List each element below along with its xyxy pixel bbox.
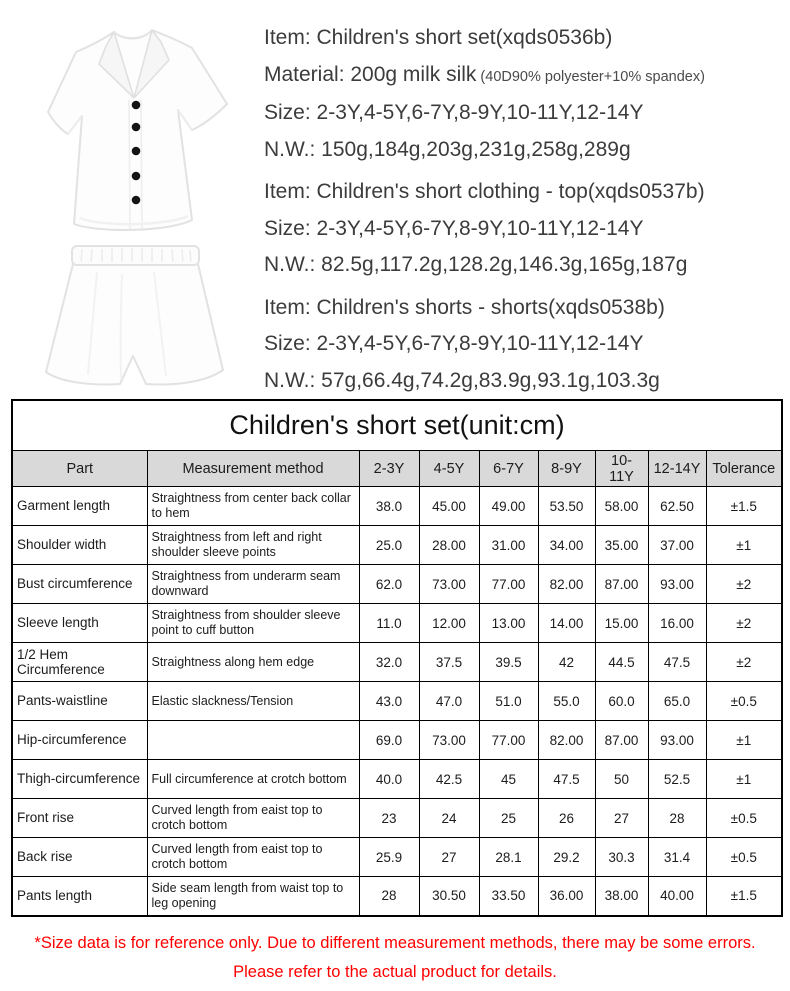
- value-cell: 24: [419, 799, 479, 838]
- size-table-title-row: [12, 400, 782, 451]
- column-header: 6-7Y: [479, 451, 538, 487]
- tolerance-cell: ±1.5: [706, 487, 782, 526]
- value-cell: 77.00: [479, 565, 538, 604]
- pajama-shorts-graphic: [46, 246, 223, 385]
- info-line: N.W.: 150g,184g,203g,231g,258g,289g: [264, 137, 631, 161]
- part-cell: Back rise: [12, 838, 147, 877]
- table-row: [12, 604, 782, 643]
- value-cell: 30.3: [595, 838, 648, 877]
- product-photo: [2, 12, 247, 397]
- product-info: [264, 20, 788, 405]
- value-cell: 37.5: [419, 643, 479, 682]
- part-cell: Thigh-circumference: [12, 760, 147, 799]
- value-cell: 40.00: [648, 877, 706, 916]
- value-cell: 60.0: [595, 682, 648, 721]
- part-cell: Front rise: [12, 799, 147, 838]
- value-cell: 25.9: [359, 838, 419, 877]
- method-cell: Straightness along hem edge: [147, 643, 359, 682]
- table-row: [12, 526, 782, 565]
- value-cell: 34.00: [538, 526, 595, 565]
- value-cell: 53.50: [538, 487, 595, 526]
- value-cell: 23: [359, 799, 419, 838]
- value-cell: 32.0: [359, 643, 419, 682]
- pajama-shirt-graphic: [48, 30, 227, 230]
- disclaimer-line-1: *Size data is for reference only. Due to different measurement methods, there may be some errors.: [34, 934, 756, 952]
- value-cell: 62.50: [648, 487, 706, 526]
- value-cell: 47.5: [538, 760, 595, 799]
- value-cell: 73.00: [419, 721, 479, 760]
- material-note: (40D90% polyester+10% spandex): [476, 68, 705, 85]
- info-block: [264, 20, 788, 168]
- table-row: [12, 721, 782, 760]
- table-row: [12, 487, 782, 526]
- value-cell: 33.50: [479, 877, 538, 916]
- value-cell: 49.00: [479, 487, 538, 526]
- method-cell: Straightness from center back collar to hem: [147, 487, 359, 526]
- column-header: 2-3Y: [359, 451, 419, 487]
- value-cell: 40.0: [359, 760, 419, 799]
- value-cell: 82.00: [538, 565, 595, 604]
- value-cell: 28: [359, 877, 419, 916]
- size-table-title: Children's short set(unit:cm): [12, 400, 782, 451]
- value-cell: 39.5: [479, 643, 538, 682]
- value-cell: 52.5: [648, 760, 706, 799]
- method-cell: Straightness from underarm seam downward: [147, 565, 359, 604]
- value-cell: 28.1: [479, 838, 538, 877]
- value-cell: 51.0: [479, 682, 538, 721]
- part-cell: Sleeve length: [12, 604, 147, 643]
- value-cell: 87.00: [595, 565, 648, 604]
- method-cell: Full circumference at crotch bottom: [147, 760, 359, 799]
- info-line: Size: 2-3Y,4-5Y,6-7Y,8-9Y,10-11Y,12-14Y: [264, 332, 644, 355]
- disclaimer-line-2: Please refer to the actual product for details.: [233, 963, 557, 981]
- value-cell: 37.00: [648, 526, 706, 565]
- tolerance-cell: ±1: [706, 526, 782, 565]
- value-cell: 82.00: [538, 721, 595, 760]
- method-cell: Side seam length from waist top to leg opening: [147, 877, 359, 916]
- value-cell: 15.00: [595, 604, 648, 643]
- tolerance-cell: ±2: [706, 604, 782, 643]
- tolerance-cell: ±1: [706, 760, 782, 799]
- value-cell: 28: [648, 799, 706, 838]
- method-cell: [147, 721, 359, 760]
- method-cell: Straightness from left and right shoulder sleeve points: [147, 526, 359, 565]
- value-cell: 65.0: [648, 682, 706, 721]
- value-cell: 31.00: [479, 526, 538, 565]
- column-header: Measurement method: [147, 451, 359, 487]
- value-cell: 38.00: [595, 877, 648, 916]
- part-cell: Shoulder width: [12, 526, 147, 565]
- value-cell: 93.00: [648, 721, 706, 760]
- value-cell: 55.0: [538, 682, 595, 721]
- info-block: [264, 174, 788, 284]
- table-row: [12, 565, 782, 604]
- column-header: 12-14Y: [648, 451, 706, 487]
- part-cell: Pants length: [12, 877, 147, 916]
- table-row: [12, 877, 782, 916]
- info-line: Item: Children's shorts - shorts(xqds0538b): [264, 295, 665, 319]
- value-cell: 28.00: [419, 526, 479, 565]
- info-line: Material: 200g milk silk (40D90% polyester+10% spandex): [264, 62, 705, 86]
- value-cell: 45: [479, 760, 538, 799]
- value-cell: 16.00: [648, 604, 706, 643]
- size-table-header-row: [12, 451, 782, 487]
- value-cell: 26: [538, 799, 595, 838]
- table-row: [12, 643, 782, 682]
- value-cell: 50: [595, 760, 648, 799]
- part-cell: Garment length: [12, 487, 147, 526]
- value-cell: 69.0: [359, 721, 419, 760]
- column-header: 4-5Y: [419, 451, 479, 487]
- value-cell: 77.00: [479, 721, 538, 760]
- column-header: Tolerance: [706, 451, 782, 487]
- value-cell: 30.50: [419, 877, 479, 916]
- column-header: 10-11Y: [595, 451, 648, 487]
- value-cell: 93.00: [648, 565, 706, 604]
- value-cell: 12.00: [419, 604, 479, 643]
- value-cell: 58.00: [595, 487, 648, 526]
- value-cell: 14.00: [538, 604, 595, 643]
- value-cell: 31.4: [648, 838, 706, 877]
- value-cell: 73.00: [419, 565, 479, 604]
- info-line: N.W.: 57g,66.4g,74.2g,83.9g,93.1g,103.3g: [264, 368, 660, 392]
- part-cell: 1/2 Hem Circumference: [12, 643, 147, 682]
- table-row: [12, 760, 782, 799]
- info-line: Size: 2-3Y,4-5Y,6-7Y,8-9Y,10-11Y,12-14Y: [264, 216, 644, 240]
- value-cell: 29.2: [538, 838, 595, 877]
- value-cell: 45.00: [419, 487, 479, 526]
- info-line: Size: 2-3Y,4-5Y,6-7Y,8-9Y,10-11Y,12-14Y: [264, 101, 644, 124]
- method-cell: Curved length from eaist top to crotch bottom: [147, 799, 359, 838]
- value-cell: 47.0: [419, 682, 479, 721]
- tolerance-cell: ±1: [706, 721, 782, 760]
- size-table: [11, 399, 783, 917]
- tolerance-cell: ±2: [706, 643, 782, 682]
- tolerance-cell: ±0.5: [706, 682, 782, 721]
- column-header: 8-9Y: [538, 451, 595, 487]
- value-cell: 42: [538, 643, 595, 682]
- method-cell: Straightness from shoulder sleeve point to cuff button: [147, 604, 359, 643]
- value-cell: 42.5: [419, 760, 479, 799]
- info-line: Item: Children's short clothing - top(xqds0537b): [264, 180, 705, 203]
- column-header: Part: [12, 451, 147, 487]
- value-cell: 27: [419, 838, 479, 877]
- tolerance-cell: ±0.5: [706, 799, 782, 838]
- table-row: [12, 799, 782, 838]
- size-chart: [11, 399, 781, 917]
- table-row: [12, 682, 782, 721]
- value-cell: 44.5: [595, 643, 648, 682]
- value-cell: 43.0: [359, 682, 419, 721]
- method-cell: Curved length from eaist top to crotch bottom: [147, 838, 359, 877]
- value-cell: 87.00: [595, 721, 648, 760]
- tolerance-cell: ±1.5: [706, 877, 782, 916]
- size-table-body: [12, 487, 782, 916]
- part-cell: Pants-waistline: [12, 682, 147, 721]
- info-line: N.W.: 82.5g,117.2g,128.2g,146.3g,165g,187g: [264, 253, 688, 276]
- value-cell: 25: [479, 799, 538, 838]
- value-cell: 25.0: [359, 526, 419, 565]
- value-cell: 38.0: [359, 487, 419, 526]
- method-cell: Elastic slackness/Tension: [147, 682, 359, 721]
- value-cell: 47.5: [648, 643, 706, 682]
- info-block: [264, 290, 788, 400]
- disclaimer: [0, 929, 790, 987]
- value-cell: 27: [595, 799, 648, 838]
- value-cell: 62.0: [359, 565, 419, 604]
- tolerance-cell: ±2: [706, 565, 782, 604]
- table-row: [12, 838, 782, 877]
- part-cell: Hip-circumference: [12, 721, 147, 760]
- value-cell: 35.00: [595, 526, 648, 565]
- value-cell: 11.0: [359, 604, 419, 643]
- value-cell: 13.00: [479, 604, 538, 643]
- tolerance-cell: ±0.5: [706, 838, 782, 877]
- part-cell: Bust circumference: [12, 565, 147, 604]
- info-line: Item: Children's short set(xqds0536b): [264, 26, 613, 49]
- value-cell: 36.00: [538, 877, 595, 916]
